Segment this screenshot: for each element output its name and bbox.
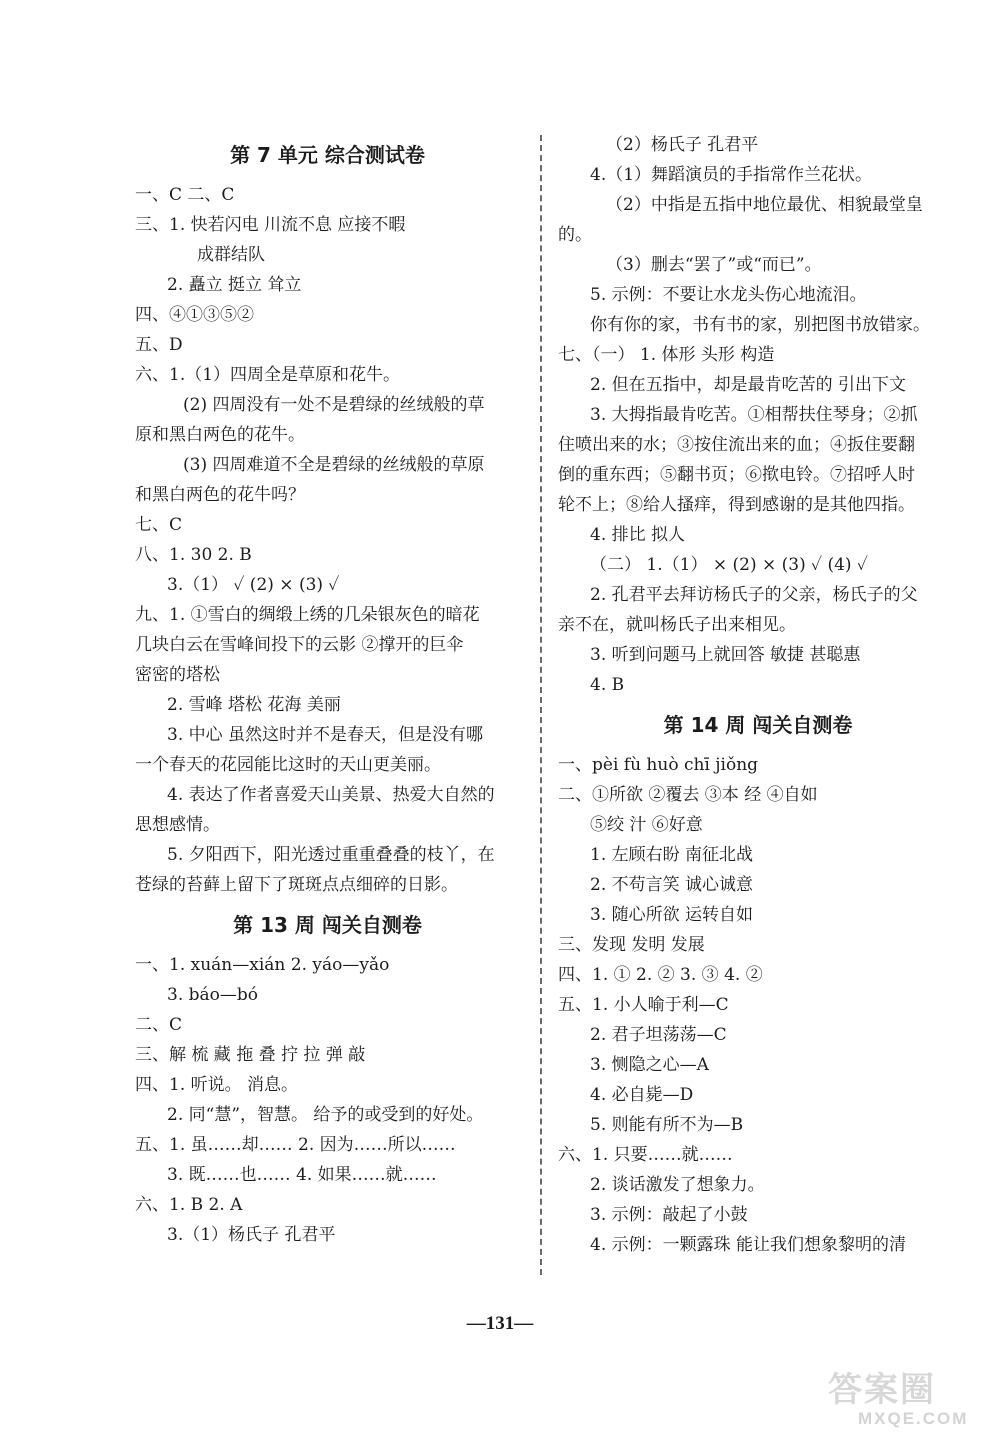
answer-line: 五、D bbox=[135, 335, 183, 355]
answer-line: 一、pèi fù huò chī jiǒng bbox=[558, 755, 759, 775]
answer-line: 二、①所欲 ②覆去 ③本 经 ④自如 bbox=[558, 785, 818, 805]
answer-line: 5. 示例：不要让水龙头伤心地流泪。 bbox=[590, 285, 867, 305]
answer-line: (2) 四周没有一处不是碧绿的丝绒般的草 bbox=[183, 395, 485, 415]
answer-line: 三、解 梳 藏 拖 叠 拧 拉 弹 敲 bbox=[135, 1045, 366, 1065]
answer-line: 七、（一） 1. 体形 头形 构造 bbox=[558, 345, 775, 365]
watermark-logo bbox=[828, 1371, 978, 1433]
answer-line: 5. 则能有所不为—B bbox=[590, 1115, 744, 1135]
answer-line: 2. 矗立 挺立 耸立 bbox=[167, 275, 302, 295]
answer-line: （2）中指是五指中地位最优、相貌最堂皇 bbox=[606, 195, 923, 215]
answer-line: 倒的重东西；⑤翻书页；⑥揿电铃。⑦招呼人时 bbox=[558, 465, 915, 485]
answer-line: ⑤绞 汁 ⑥好意 bbox=[590, 815, 703, 835]
answer-line: 3.（1） ✓ (2) × (3) ✓ bbox=[167, 575, 340, 595]
watermark-top-text: 答案圈 bbox=[828, 1370, 936, 1410]
answer-line: 你有你的家，书有书的家，别把图书放错家。 bbox=[590, 315, 930, 335]
answer-line: 四、④①③⑤② bbox=[135, 305, 254, 325]
answer-line: 3. 中心 虽然这时并不是春天，但是没有哪 bbox=[167, 725, 484, 745]
answer-line: 2. 谈话激发了想象力。 bbox=[590, 1175, 765, 1195]
answer-line: 六、1.（1）四周全是草原和花牛。 bbox=[135, 365, 401, 385]
answer-line: 3.（1）杨氏子 孔君平 bbox=[167, 1225, 336, 1245]
answer-line: 亲不在，就叫杨氏子出来相见。 bbox=[558, 615, 796, 635]
answer-line: 3. 示例：敲起了小鼓 bbox=[590, 1205, 748, 1225]
answer-line: 和黑白两色的花牛吗？ bbox=[135, 485, 305, 505]
answer-line: 二、C bbox=[135, 1015, 183, 1035]
answer-line: (3) 四周难道不全是碧绿的丝绒般的草原 bbox=[183, 455, 485, 475]
answer-line: 三、1. 快若闪电 川流不息 应接不暇 bbox=[135, 215, 406, 235]
answer-line: （3）删去“罢了”或“而已”。 bbox=[606, 255, 822, 275]
answer-line: 2. 不苟言笑 诚心诚意 bbox=[590, 875, 754, 895]
section-title: 第 13 周 闯关自测卷 bbox=[233, 913, 422, 937]
answer-line: 六、1. 只要……就…… bbox=[558, 1145, 733, 1165]
answer-line: 几块白云在雪峰间投下的云影 ②撑开的巨伞 bbox=[135, 635, 464, 655]
answer-line: 4.（1）舞蹈演员的手指常作兰花状。 bbox=[590, 165, 873, 185]
answer-line: 4. 示例：一颗露珠 能让我们想象黎明的清 bbox=[590, 1235, 907, 1255]
section-title: 第 7 单元 综合测试卷 bbox=[230, 143, 425, 167]
answer-line: 五、1. 虽……却…… 2. 因为……所以…… bbox=[135, 1135, 456, 1155]
answer-line: 八、1. 30 2. B bbox=[135, 545, 252, 565]
answer-line: 2. 孔君平去拜访杨氏子的父亲，杨氏子的父 bbox=[590, 585, 918, 605]
answer-line: 3. báo—bó bbox=[167, 985, 258, 1005]
answer-line: 一、C 二、C bbox=[135, 185, 235, 205]
answer-line: 成群结队 bbox=[197, 245, 265, 265]
answer-line: （二） 1.（1） × (2) × (3) ✓ (4) ✓ bbox=[590, 555, 868, 575]
answer-line: 住喷出来的水；③按住流出来的血；④扳住要翻 bbox=[558, 435, 915, 455]
answer-line: 3. 既……也…… 4. 如果……就…… bbox=[167, 1165, 437, 1185]
answer-line: 九、1. ①雪白的绸缎上绣的几朵银灰色的暗花 bbox=[135, 605, 480, 625]
answer-line: 2. 但在五指中，却是最肯吃苦的 引出下文 bbox=[590, 375, 907, 395]
answer-line: 轮不上；⑧给人搔痒，得到感谢的是其他四指。 bbox=[558, 495, 915, 515]
answer-line: 五、1. 小人喻于利—C bbox=[558, 995, 729, 1015]
column-divider bbox=[540, 135, 542, 1275]
answer-line: 的。 bbox=[558, 225, 592, 245]
answer-line: 2. 雪峰 塔松 花海 美丽 bbox=[167, 695, 341, 715]
right-column bbox=[558, 130, 958, 1260]
answer-line: 4. 表达了作者喜爱天山美景、热爱大自然的 bbox=[167, 785, 495, 805]
answer-line: 2. 同“慧”，智慧。 给予的或受到的好处。 bbox=[167, 1105, 484, 1125]
answer-line: 4. 排比 拟人 bbox=[590, 525, 686, 545]
answer-line: 3. 大拇指最肯吃苦。①相帮扶住琴身；②抓 bbox=[590, 405, 918, 425]
answer-line: 思想感情。 bbox=[135, 815, 220, 835]
answer-line: 5. 夕阳西下，阳光透过重重叠叠的枝丫，在 bbox=[167, 845, 495, 865]
answer-line: 密密的塔松 bbox=[135, 665, 220, 685]
left-column bbox=[135, 130, 520, 1250]
answer-line: 四、1. 听说。 消息。 bbox=[135, 1075, 299, 1095]
answer-line: 一个春天的花园能比这时的天山更美丽。 bbox=[135, 755, 441, 775]
answer-line: 1. 左顾右盼 南征北战 bbox=[590, 845, 754, 865]
answer-line: 一、1. xuán—xián 2. yáo—yǎo bbox=[135, 955, 390, 975]
answer-line: 七、C bbox=[135, 515, 183, 535]
answer-line: 2. 君子坦荡荡—C bbox=[590, 1025, 727, 1045]
answer-line: （2）杨氏子 孔君平 bbox=[606, 135, 759, 155]
answer-line: 六、1. B 2. A bbox=[135, 1195, 243, 1215]
answer-line: 四、1. ① 2. ② 3. ③ 4. ② bbox=[558, 965, 763, 985]
watermark-bottom-text: MXQE.COM bbox=[858, 1409, 969, 1428]
section-title: 第 14 周 闯关自测卷 bbox=[663, 713, 853, 737]
answer-line: 3. 听到问题马上就回答 敏捷 甚聪惠 bbox=[590, 645, 861, 665]
answer-line: 三、发现 发明 发展 bbox=[558, 935, 705, 955]
answer-line: 3. 恻隐之心—A bbox=[590, 1055, 709, 1075]
answer-line: 4. 必自毙—D bbox=[590, 1085, 694, 1105]
answer-line: 3. 随心所欲 运转自如 bbox=[590, 905, 754, 925]
answer-line: 苍绿的苔藓上留下了斑斑点点细碎的日影。 bbox=[135, 875, 458, 895]
answer-line: 4. B bbox=[590, 675, 625, 695]
page-number: —131— bbox=[466, 1313, 534, 1334]
answer-line: 原和黑白两色的花牛。 bbox=[135, 425, 305, 445]
